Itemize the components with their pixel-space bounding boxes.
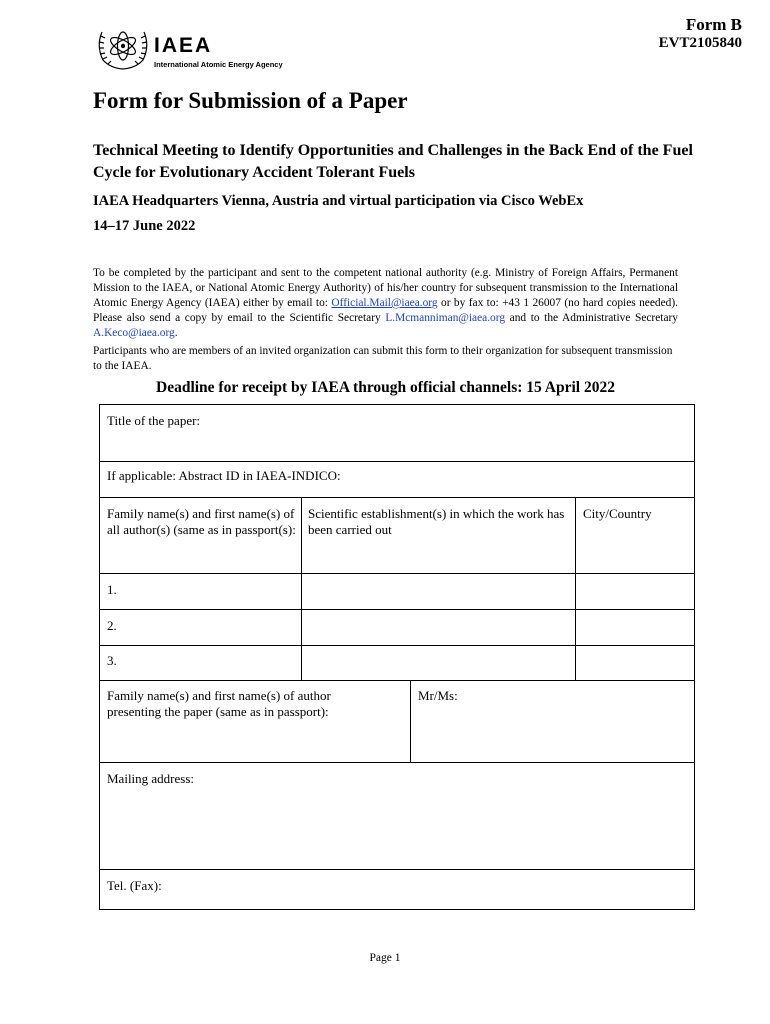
presenter-name-field[interactable]: Family name(s) and first name(s) of author presenting the paper (same as in passport):	[107, 688, 331, 719]
page-title: Form for Submission of a Paper	[93, 88, 408, 113]
table-border	[99, 909, 695, 910]
table-divider	[99, 645, 695, 646]
table-divider	[99, 461, 695, 462]
author-row-1[interactable]: 1.	[107, 582, 117, 597]
participants-note: Participants who are members of an invited organization can submit this form to their organization for subsequent transmission to the IAEA.	[93, 345, 673, 372]
admin-secretary-email-link[interactable]: A.Keco@iaea.org	[93, 327, 175, 339]
city-country-header: City/Country	[583, 506, 652, 521]
submission-form-table	[99, 404, 695, 910]
dates: 14–17 June 2022	[93, 218, 196, 234]
mailing-address-field[interactable]: Mailing address:	[107, 771, 195, 786]
table-divider	[99, 869, 695, 870]
page-number: Page 1	[369, 952, 401, 964]
meeting-title: Technical Meeting to Identify Opportunities and Challenges in the Back End of the Fuel Cycle for Evolutionary Accident Tolerant Fuels	[93, 142, 693, 181]
table-divider	[410, 680, 411, 763]
author-row-2[interactable]: 2.	[107, 618, 117, 633]
tel-fax-field[interactable]: Tel. (Fax):	[107, 878, 162, 893]
table-border	[694, 404, 695, 910]
instructions-text-a: To be completed by the participant and sent to the competent national authority (e.g. Ministry of Foreign Affairs, Permanent Mission to the IAEA, or National Atomic Energy Authority) of his/her country for subsequent transmission to the International Atomic Energy Agency (IAEA) either by email to:	[93, 267, 678, 309]
form-code: EVT2105840	[658, 35, 742, 51]
instructions-text-b: or by fax to: +43 1 26007 (no hard copies needed). Please also send a copy by email to the Scientific Secretary	[93, 297, 678, 324]
table-divider	[99, 497, 695, 498]
table-divider	[99, 609, 695, 610]
instructions-paragraph	[93, 266, 678, 341]
table-divider	[99, 573, 695, 574]
instructions-text-d: .	[174, 327, 178, 339]
table-border	[99, 404, 100, 910]
iaea-logo	[94, 22, 294, 72]
paper-title-field[interactable]: Title of the paper:	[107, 413, 201, 428]
instructions-text-c: and to the Administrative Secretary	[505, 312, 678, 324]
official-email-link[interactable]: Official.Mail@iaea.org	[331, 297, 438, 309]
logo-subtitle: International Atomic Energy Agency	[154, 60, 283, 69]
table-divider	[99, 680, 695, 681]
atom-laurel-icon	[94, 22, 150, 72]
establishment-header: Scientific establishment(s) in which the work has been carried out	[308, 506, 565, 537]
table-border	[99, 404, 695, 405]
table-divider	[301, 497, 302, 681]
logo-wordmark: IAEA	[154, 34, 213, 57]
deadline: Deadline for receipt by IAEA through official channels: 15 April 2022	[156, 379, 615, 396]
abstract-id-field[interactable]: If applicable: Abstract ID in IAEA-INDICO:	[107, 468, 341, 483]
authors-header: Family name(s) and first name(s) of all author(s) (same as in passport(s):	[107, 506, 296, 537]
form-label: Form B	[685, 15, 742, 34]
table-divider	[575, 497, 576, 681]
venue: IAEA Headquarters Vienna, Austria and virtual participation via Cisco WebEx	[93, 193, 584, 209]
title-field[interactable]: Mr/Ms:	[418, 688, 458, 703]
author-row-3[interactable]: 3.	[107, 653, 117, 668]
table-divider	[99, 762, 695, 763]
scientific-secretary-email-link[interactable]: L.Mcmanniman@iaea.org	[385, 312, 506, 324]
